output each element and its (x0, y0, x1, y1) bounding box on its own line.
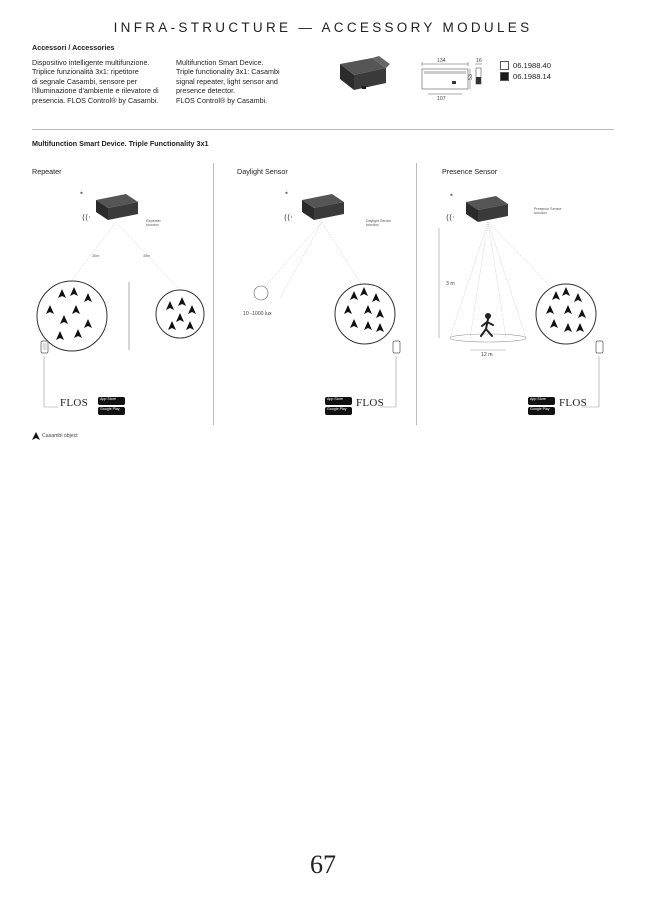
app-store-badge[interactable] (98, 397, 125, 405)
svg-text:((·: ((· (446, 213, 455, 222)
flos-logo: FLOS (356, 397, 385, 409)
description-italian: Dispositivo intelligente multifunzione. Triplice funzionalità 3x1: ripetitore di segnale Casambi, sensore per l'illuminazione d'ambiente e rilevatore di presencia. FLOS Control® by Casambi. (32, 58, 159, 105)
svg-text:((·: ((· (284, 213, 293, 222)
svg-text:((·: ((· (82, 213, 91, 222)
panel-title-daylight: Daylight Sensor (237, 167, 288, 176)
color-swatch-white (500, 61, 509, 70)
dimension-height: 53 (467, 74, 474, 80)
description-english: Multifunction Smart Device. Triple functionality 3x1: Casambi signal repeater, light sensor and presence detector. FLOS Control® by Casambi. (176, 58, 280, 105)
dimension-inner-length: 107 (437, 96, 446, 102)
legend-text: Casambi object (42, 433, 78, 439)
app-store-label: App Store (327, 397, 343, 401)
dimension-length: 134 (437, 58, 446, 64)
bluetooth-icon: ✱ (450, 193, 454, 197)
dimension-depth: 16 (476, 58, 482, 64)
distance-label: 30m (143, 254, 150, 258)
panel-title-repeater: Repeater (32, 167, 62, 176)
flos-logo: FLOS (60, 397, 89, 409)
accessories-heading: Accessori / Accessories (32, 43, 115, 52)
panel-title-presence: Presence Sensor (442, 167, 498, 176)
google-play-badge[interactable] (98, 407, 125, 415)
page-number: 67 (310, 850, 336, 879)
product-code: 06.1988.40 (513, 61, 552, 70)
google-play-badge[interactable] (528, 407, 555, 415)
google-play-label: Google Play (327, 407, 347, 411)
color-swatch-black (500, 72, 509, 81)
google-play-label: Google Play (530, 407, 550, 411)
flos-logo: FLOS (559, 397, 588, 409)
column-divider (416, 163, 417, 425)
repeater-diagram (30, 180, 210, 425)
app-store-badge[interactable] (528, 397, 555, 405)
lux-label: 10 -1000 lux (243, 311, 272, 317)
google-play-label: Google Play (100, 407, 120, 411)
bluetooth-icon: ✱ (80, 191, 84, 195)
height-label: 3 m (446, 281, 455, 287)
section-divider (32, 129, 614, 130)
function-label: Daylight Sensor function (366, 219, 392, 228)
daylight-diagram (230, 180, 410, 425)
presence-diagram (430, 180, 615, 425)
distance-label: 30m (92, 254, 99, 258)
width-label: 12 m (481, 352, 493, 358)
app-store-label: App Store (100, 397, 116, 401)
column-divider (213, 163, 214, 425)
app-store-label: App Store (530, 397, 546, 401)
app-store-badge[interactable] (325, 397, 352, 405)
section-title: Multifunction Smart Device. Triple Functionality 3x1 (32, 139, 209, 148)
page-title: INFRA-STRUCTURE — ACCESSORY MODULES (113, 20, 533, 35)
product-image (332, 52, 392, 98)
function-label: Presence Sensor function (534, 207, 562, 216)
casambi-object-icon (32, 432, 40, 440)
function-label: Repeater function (146, 219, 161, 228)
product-code: 06.1988.14 (513, 72, 552, 81)
bluetooth-icon: ✱ (285, 191, 289, 195)
google-play-badge[interactable] (325, 407, 352, 415)
